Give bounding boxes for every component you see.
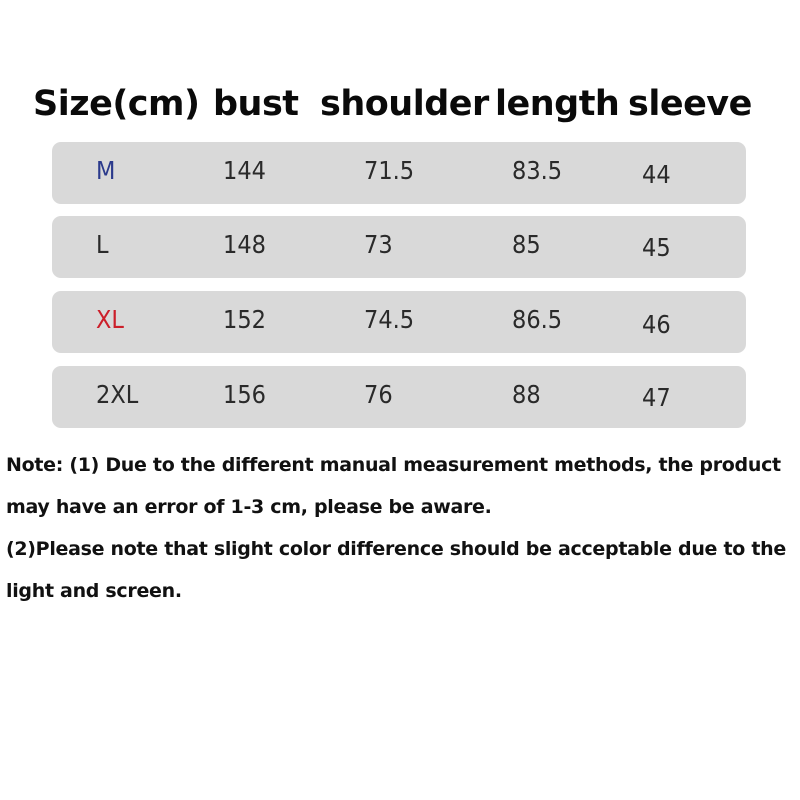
shoulder-value: 73 [364, 230, 393, 259]
size-label: M [96, 156, 116, 185]
note-line: Note: (1) Due to the different manual measurement methods, the product [6, 454, 781, 476]
header-size: Size(cm) [33, 84, 200, 124]
size-row-m [52, 142, 746, 204]
notes-block [6, 450, 796, 618]
shoulder-value: 74.5 [364, 305, 415, 334]
size-row-l [52, 216, 746, 278]
header-length: length [495, 84, 620, 124]
note-line: light and screen. [6, 580, 182, 602]
bust-value: 148 [223, 230, 266, 259]
size-label: XL [96, 305, 124, 334]
note-line: (2)Please note that slight color difference should be acceptable due to the [6, 538, 786, 560]
length-value: 85 [512, 230, 541, 259]
bust-value: 144 [223, 156, 266, 185]
size-row-2xl [52, 366, 746, 428]
sleeve-value: 47 [642, 383, 671, 412]
length-value: 83.5 [512, 156, 563, 185]
sleeve-value: 46 [642, 310, 671, 339]
shoulder-value: 71.5 [364, 156, 415, 185]
header-bust: bust [213, 84, 299, 124]
header-sleeve: sleeve [628, 84, 752, 124]
size-label: 2XL [96, 380, 139, 409]
length-value: 86.5 [512, 305, 563, 334]
size-label: L [96, 230, 109, 259]
sleeve-value: 44 [642, 160, 671, 189]
size-table-header [0, 84, 800, 136]
header-shoulder: shoulder [320, 84, 489, 124]
note-line: may have an error of 1-3 cm, please be aware. [6, 496, 492, 518]
length-value: 88 [512, 380, 541, 409]
bust-value: 156 [223, 380, 266, 409]
sleeve-value: 45 [642, 233, 671, 262]
shoulder-value: 76 [364, 380, 393, 409]
size-row-xl [52, 291, 746, 353]
bust-value: 152 [223, 305, 266, 334]
